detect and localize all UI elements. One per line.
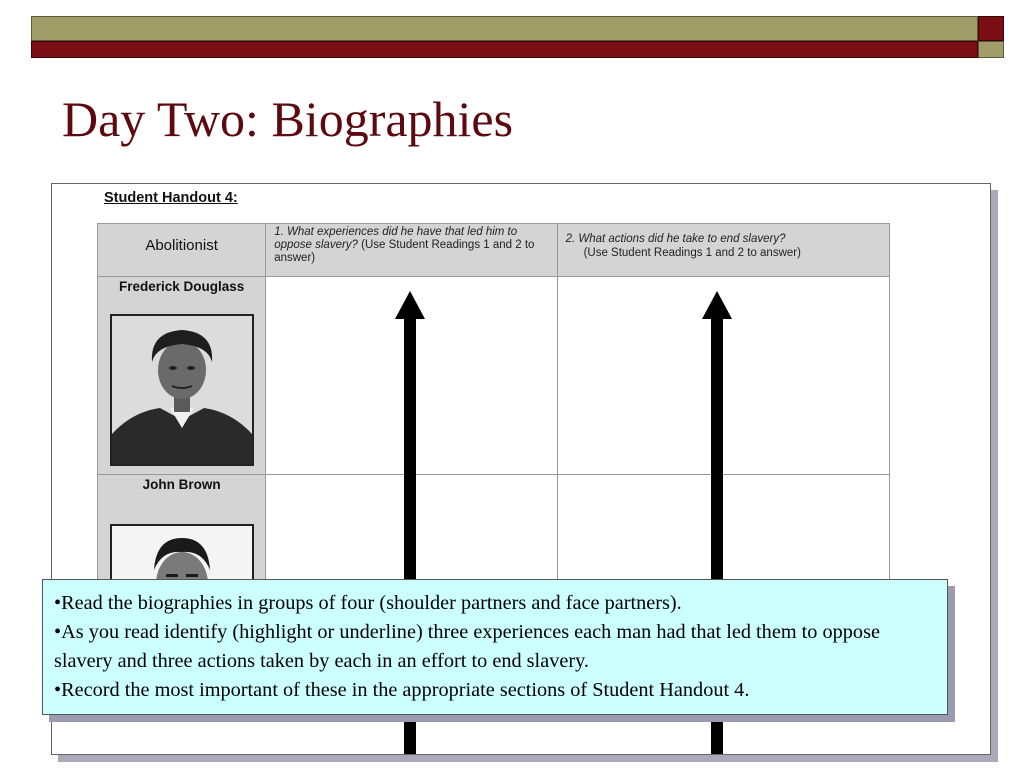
- header-abolitionist: [98, 224, 266, 277]
- header-bar-olive: [31, 16, 978, 41]
- handout-heading: Student Handout 4:: [104, 190, 238, 206]
- arrow-up-icon: [395, 291, 425, 319]
- q2-instruction-prefix: (Use: [583, 247, 608, 259]
- callout-bullet: •Read the biographies in groups of four (shoulder partners and face partners).: [54, 592, 682, 614]
- q2-question: What actions did he take to end slavery?: [578, 233, 786, 245]
- q2-number: 2.: [565, 233, 576, 245]
- q1-instruction-bold: Student Readings 1 and 2: [388, 239, 522, 251]
- header-bar-maroon: [31, 41, 978, 58]
- abolitionist-name: Frederick Douglass: [118, 279, 245, 294]
- table-header-row: [98, 224, 890, 277]
- abolitionist-cell-douglass: [98, 277, 266, 475]
- header-question-2: [557, 224, 889, 277]
- abolitionist-name: John Brown: [142, 477, 221, 492]
- q1-question: What experiences did he have that led him to oppose slavery?: [274, 226, 518, 251]
- q2-instruction-suffix: to answer): [747, 247, 801, 259]
- header-square-olive: [978, 41, 1004, 58]
- q1-instruction-prefix: (Use: [361, 239, 386, 251]
- callout-bullet: •As you read identify (highlight or underline) three experiences each man had that led them to oppose slavery and three actions taken by each in an effort to end slavery.: [54, 621, 880, 672]
- arrow-up-icon: [702, 291, 732, 319]
- header-abolitionist-label: Abolitionist: [145, 237, 218, 254]
- q2-instruction: [566, 246, 883, 260]
- q1-instruction-suffix: to answer): [274, 239, 535, 264]
- slide-title: Day Two: Biographies: [62, 91, 514, 147]
- callout-bullet: •Record the most important of these in the appropriate sections of Student Handout 4.: [54, 679, 750, 701]
- header-square-maroon: [978, 16, 1004, 41]
- q1-number: 1.: [274, 226, 284, 238]
- q2-instruction-bold: Student Readings 1 and 2: [611, 247, 745, 259]
- portrait-illustration-douglass: [112, 316, 252, 464]
- instructions-callout: [42, 579, 948, 715]
- table-row: [98, 277, 890, 475]
- frederick-douglass-portrait: [110, 314, 254, 466]
- header-question-1: [266, 224, 557, 277]
